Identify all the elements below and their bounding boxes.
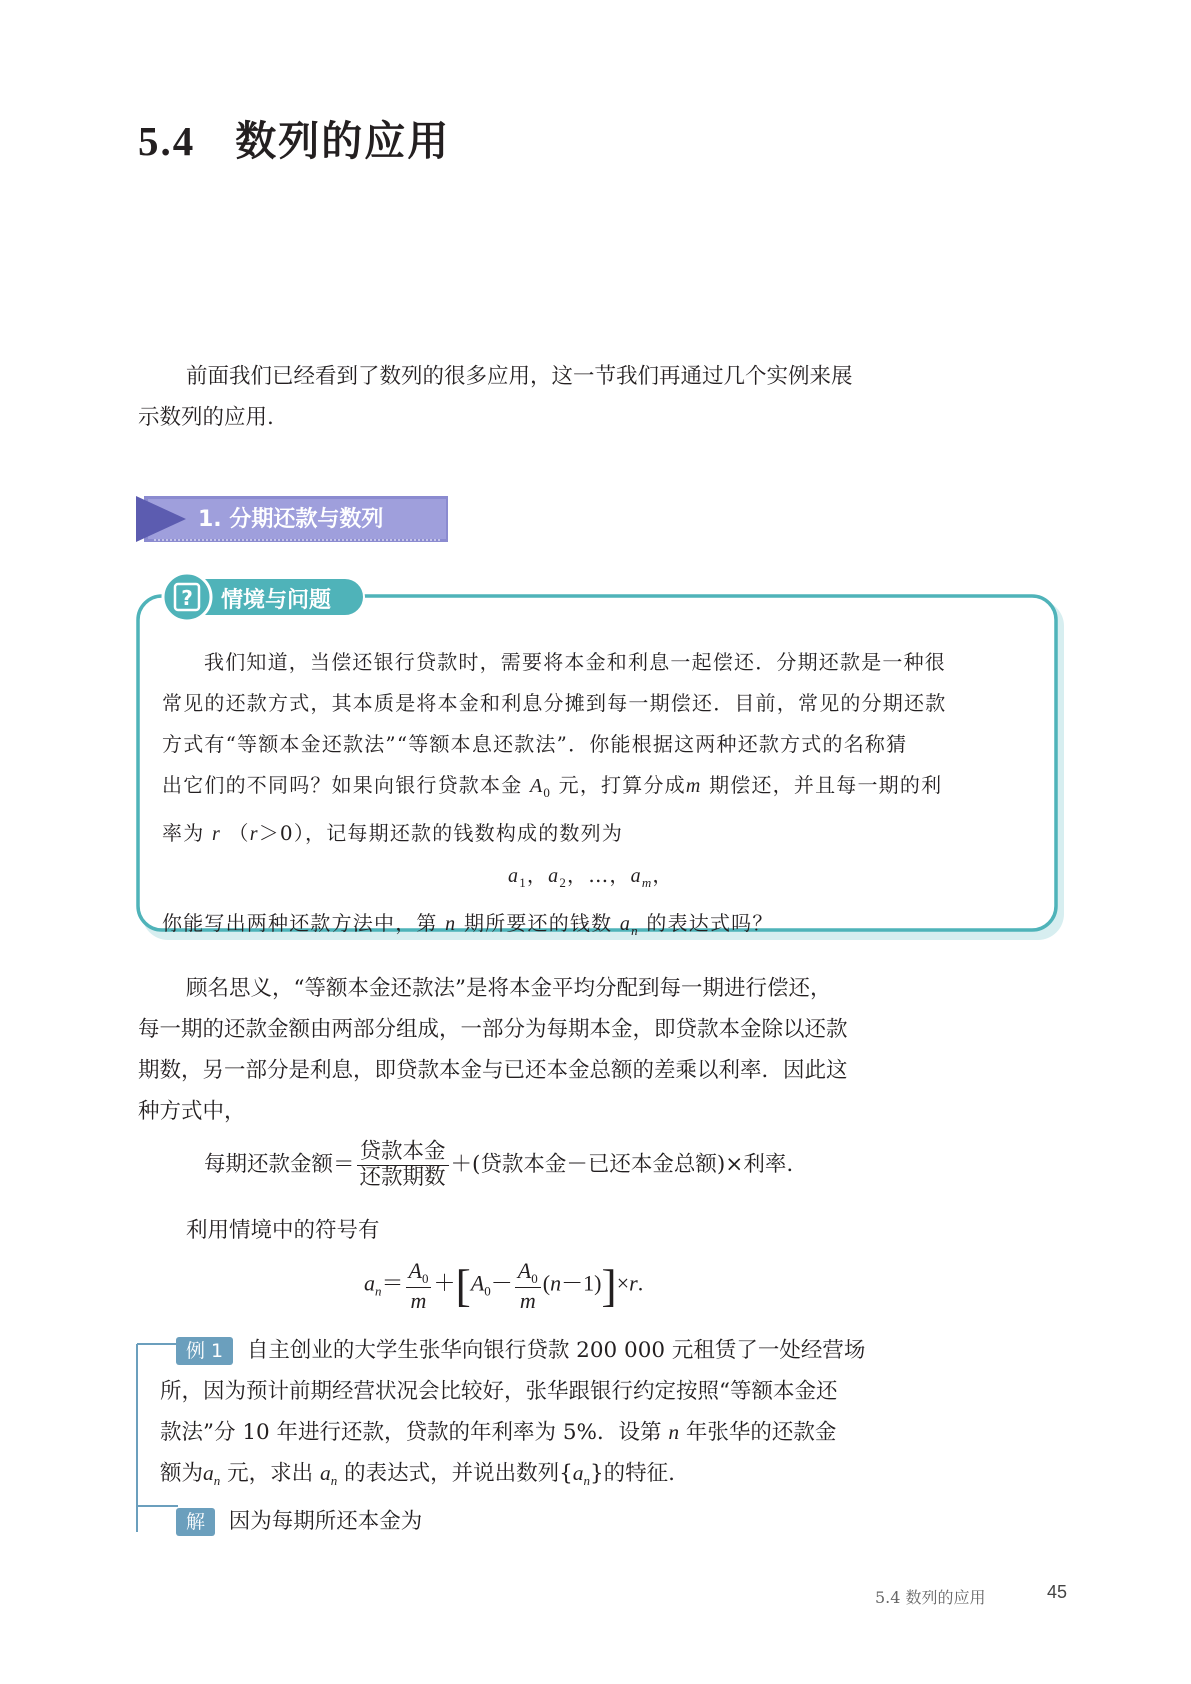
- intro-paragraph: 前面我们已经看到了数列的很多应用，这一节我们再通过几个实例来展 示数列的应用.: [138, 364, 853, 430]
- solution-tag: 解: [176, 1508, 215, 1536]
- section-title: 1. 分期还款与数列: [198, 507, 384, 532]
- chapter-title: [138, 108, 450, 167]
- formula-intro: 利用情境中的符号有: [186, 1218, 380, 1243]
- situation-text: 我们知道，当偿还银行贷款时，需要将本金和利息一起偿还．分期还款是一种很 常见的还款方式，其本质是将本金和利息分摊到每一期偿还．目前，常见的分期还款 方式有“等额本金还款法”“等额本息还款法”．你能根据这两种还款方式的名称猜 出它们的不同吗？如果向银行贷款本金 $A_0$ 元，打算分成m 期偿还，并且每一期的利 率为 r （r＞0），记每期还款的钱数构成的数列为 $a_1$，$a_2$，…，$a_m$， 你能写出两种还款方法中，第 n 期所要还的钱数 $a_n$ 的表达式吗？: [162, 650, 947, 938]
- running-header: 5.4 数列的应用: [875, 1588, 986, 1607]
- svg-text:?: ?: [181, 586, 193, 610]
- formula-payment: 每期还款金额＝ $\frac{\text{贷款本金}}{\text{还款期数}}$ ＋(贷款本金－已还本金总额)×利率.: [204, 1139, 794, 1190]
- formula-an: $a_n=$ $\frac{A_0}{m}$ $+[A_0-$ $\frac{A_0}{m}$ (n－1)]×r.: [364, 1258, 644, 1313]
- chapter-number: 5.4: [138, 118, 196, 164]
- chapter-title-text: 数列的应用: [235, 117, 451, 165]
- example-tag: 例 1: [176, 1337, 233, 1365]
- example-1: 例 1 自主创业的大学生张华向银行贷款 200 000 元租赁了一处经营场 所，因为预计前期经营状况会比较好，张华跟银行约定按照“等额本金还 款法”分 10 年进行还款，贷款的年利率为 5%．设第 n 年张华的还款金 额为$a_n$ 元，求出 $a_n$ 的表达式，并说出数列$\{a_n\}$的特征. 解 因为每期所还本金为: [160, 1338, 866, 1534]
- situation-label: 情境与问题: [221, 588, 332, 613]
- page-number: 45: [1047, 1582, 1068, 1602]
- body-paragraph: 顾名思义，“等额本金还款法”是将本金平均分配到每一期进行偿还， 每一期的还款金额由两部分组成，一部分为每期本金，即贷款本金除以还款 期数，另一部分是利息，即贷款本金与已还本金总额的差乘以利率．因此这 种方式中，: [138, 976, 848, 1124]
